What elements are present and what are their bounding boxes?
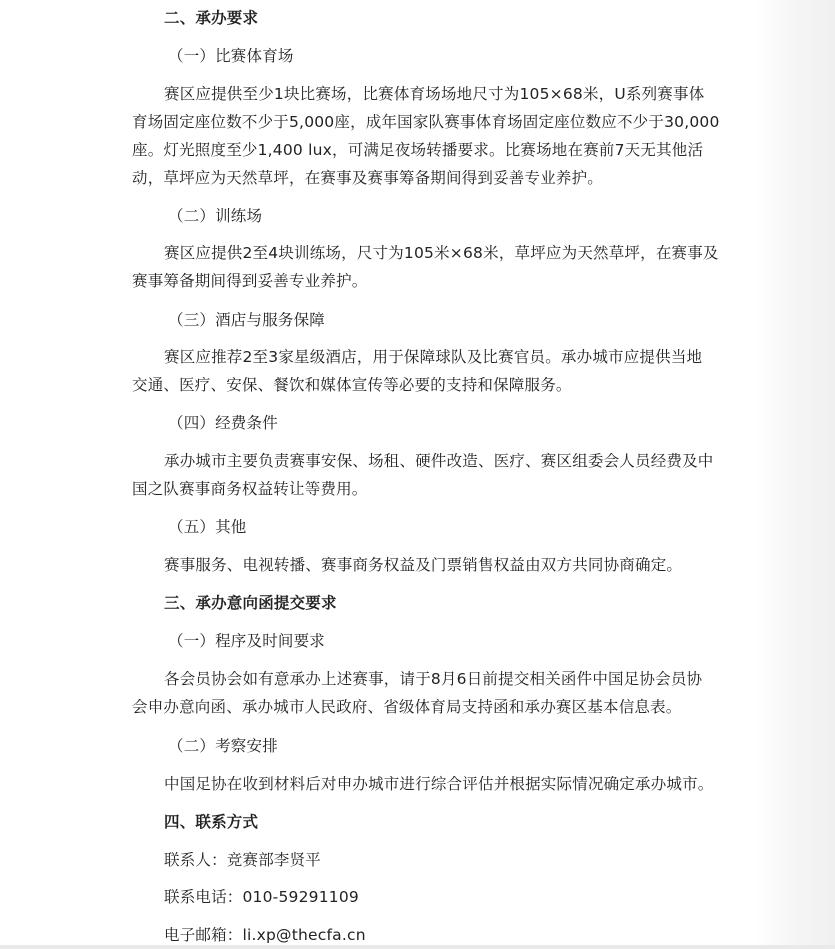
bottom-divider: [0, 945, 835, 949]
subheading-funding: （四）经费条件: [168, 414, 278, 432]
paragraph-line: 赛区应提供2至4块训练场，尺寸为105米×68米，草坪应为天然草坪，在赛事及: [164, 244, 719, 262]
contact-person: 联系人：竞赛部李贤平: [164, 851, 322, 869]
subheading-training-ground: （二）训练场: [168, 207, 263, 225]
subheading-hotel-service: （三）酒店与服务保障: [168, 311, 326, 329]
paragraph-line: 中国足协在收到材料后对申办城市进行综合评估并根据实际情况确定承办城市。: [164, 775, 714, 793]
subheading-procedure: （一）程序及时间要求: [168, 632, 326, 650]
paragraph-line: 国之队赛事商务权益转让等费用。: [132, 480, 368, 498]
paragraph-line: 赛区应提供至少1块比赛场，比赛体育场场地尺寸为105×68米，U系列赛事体: [164, 85, 705, 103]
section-heading-submission: 三、承办意向函提交要求: [164, 594, 337, 612]
paragraph-line: 育场固定座位数不少于5,000座，成年国家队赛事体育场固定座位数应不少于30,000: [132, 113, 720, 131]
subheading-other: （五）其他: [168, 518, 247, 536]
contact-email: 电子邮箱：li.xp@thecfa.cn: [164, 926, 366, 944]
paragraph-line: 承办城市主要负责赛事安保、场租、硬件改造、医疗、赛区组委会人员经费及中: [164, 452, 714, 470]
subheading-stadium: （一）比赛体育场: [168, 47, 294, 65]
paragraph-line: 赛事服务、电视转播、赛事商务权益及门票销售权益由双方共同协商确定。: [164, 556, 683, 574]
paragraph-line: 会申办意向函、承办城市人民政府、省级体育局支持函和承办赛区基本信息表。: [132, 698, 682, 716]
paragraph-line: 赛区应推荐2至3家星级酒店，用于保障球队及比赛官员。承办城市应提供当地: [164, 348, 703, 366]
subheading-inspection: （二）考察安排: [168, 737, 278, 755]
section-heading-requirements: 二、承办要求: [164, 9, 259, 27]
paragraph-line: 各会员协会如有意承办上述赛事，请于8月6日前提交相关函件中国足协会员协: [164, 670, 703, 688]
paragraph-line: 座。灯光照度至少1,400 lux，可满足夜场转播要求。比赛场地在赛前7天无其他活: [132, 141, 704, 159]
paragraph-line: 赛事筹备期间得到妥善专业养护。: [132, 272, 368, 290]
paragraph-line: 交通、医疗、安保、餐饮和媒体宣传等必要的支持和保障服务。: [132, 376, 572, 394]
contact-phone: 联系电话：010-59291109: [164, 888, 359, 906]
paragraph-line: 动，草坪应为天然草坪，在赛事及赛事筹备期间得到妥善专业养护。: [132, 169, 604, 187]
section-heading-contact: 四、联系方式: [164, 813, 259, 831]
